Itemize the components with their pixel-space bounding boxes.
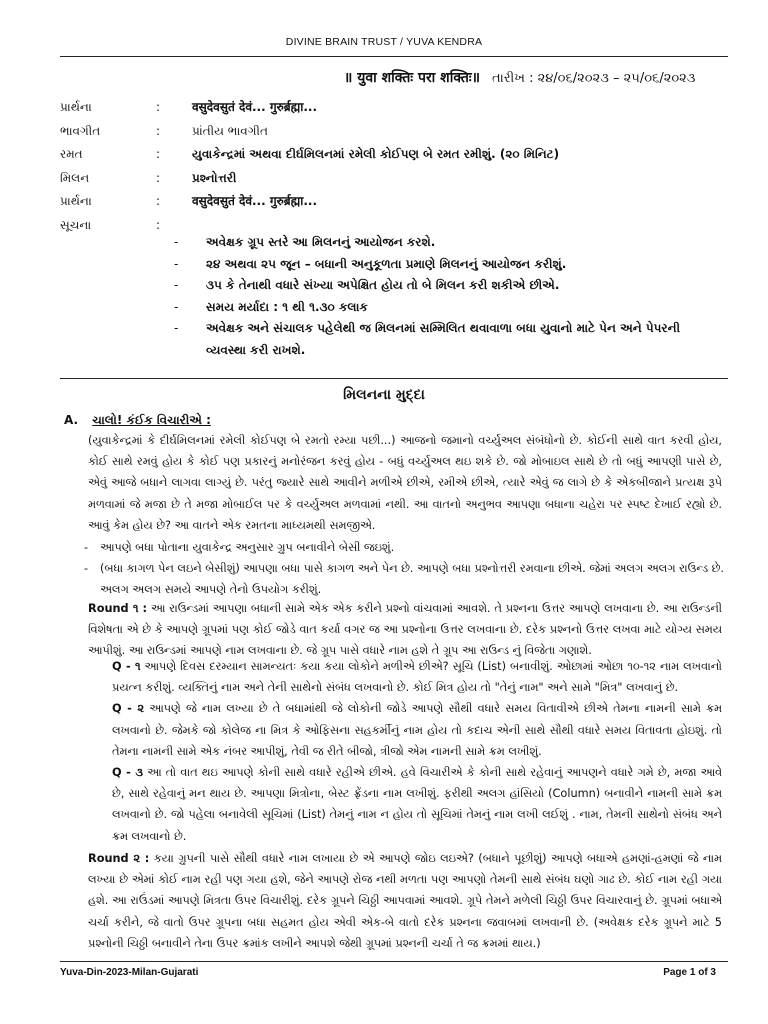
agenda-colon: : (156, 123, 161, 138)
agenda-label: મિલન (60, 170, 90, 185)
agenda-row (60, 120, 728, 144)
instruction-item: - ૩૫ કે તેનાથી વધારે સંખ્યા અપેક્ષિત હોય તો બે મિલન કરી શકીએ છીએ. (172, 275, 712, 297)
agenda-colon: : (156, 100, 161, 114)
agenda-row (60, 96, 728, 120)
agenda-colon: : (156, 194, 161, 209)
instruction-item: - અવેક્ષક અને સંચાલક પહેલેથી જ મિલનમાં સમ્મિલિત થવાવાળા બધા યુવાનો માટે પેન અને પેપરની વ્યવસ્થા કરી રાખશે. (172, 318, 712, 361)
instruction-item: - અવેક્ષક ગ્રૂપ સ્તરે આ મિલનનું આયોજન કરશે. (172, 232, 712, 254)
bullet-dash: - (174, 321, 179, 335)
agenda-colon: : (156, 217, 161, 232)
agenda-label: રમત (60, 147, 83, 162)
round1-text: આ રાઉન્ડમાં આપણા બધાની સામે એક એક કરીને પ્રશ્નો વાંચવામાં આવશે. તે પ્રશ્નના ઉત્તર આપણે લખવાના છે. આ રાઉન્ડની વિશેષતા એ છે કે આપણે ગ્રૂપમાં પણ કોઈ જોડે વાત કર્યા વગર જ આ પ્રશ્નોના ઉત્તર લખવાના છે. દરેક પ્રશ્નનો ઉત્તર લખવા માટે યોગ્ય સમય આપીશું. આ રાઉન્ડમાં આપણે નામ લખવાના છે. જે ગ્રૂપ પાસે વધારે નામ હશે તે ગ્રૂપ આ રાઉન્ડ નું વિજેતા ગણાશે. (88, 602, 722, 658)
date-range: તારીખ : ૨૪/૦૬/૨૦૨૩ – ૨૫/૦૬/૨૦૨૩ (492, 71, 696, 86)
organization-header: DIVINE BRAIN TRUST / YUVA KENDRA (285, 36, 483, 48)
subsection-title: ચાલો! કંઈક વિચારીએ : (92, 413, 211, 427)
activity-list (84, 537, 724, 601)
agenda-value: वसुदेवसुतं देवं... गुरुर्ब्रह्मा... (192, 194, 318, 209)
instruction-item: - સમય મર્યાદા : ૧ થી ૧.૩૦ કલાક (172, 297, 712, 319)
question-item: Q - ૧ આપણે દિવસ દરમ્યાન સામન્યતઃ કયા કયા લોકોને મળીએ છીએ? સૂચિ (List) બનાવીશું. ઓછામાં ઓછા ૧૦-૧૨ નામ લખવાનો પ્રયત્ન કરીશું. વ્યક્તિનું નામ અને તેની સાથેનો સંબંધ લખવાનો છે. કોઈ મિત્ર હોય તો "તેનું નામ" અને સામે "મિત્ર" લખવાનું છે. (112, 660, 722, 695)
bullet-dash: - (174, 235, 179, 249)
agenda-row (60, 143, 728, 167)
agenda-row (60, 167, 728, 191)
agenda-colon: : (156, 147, 161, 162)
agenda-label: પ્રાર્થના (60, 100, 92, 114)
page-title-line (344, 68, 695, 87)
document-id: Yuva-Din-2023-Milan-Gujarati (60, 967, 199, 978)
question-label: Q - ૩ (112, 766, 143, 780)
agenda-value: પ્રાંતીય ભાવગીત (192, 123, 268, 138)
bullet-dash: - (174, 299, 179, 314)
question-item: Q - ૨ આપણે જે નામ લખ્યા છે તે બધામાંથી જે લોકોની જોડે આપણે સૌથી વધારે સમય વિતાવીએ છીએ તેમના નામની સામે ક્રમ લખવાનો છે. જેમકે જો કોલેજ ના મિત્ર કે ઓફિસના સહકર્મીનું નામ હોય તો કદાચ એની સાથે સૌથી વધારે સમય વિતાવતા હોઇશું. તો તેમના નામની સામે એક નંબર આપીશું, તેવી જ રીતે બીજો, ત્રીજો એમ નામની સામે ક્રમ લખીશું. (112, 702, 722, 758)
round2-label: Round ૨ : (88, 852, 150, 865)
agenda-value: वसुदेवसुतं देवं... गुरुर्ब्रह्मा... (192, 100, 318, 114)
section-divider (60, 378, 728, 379)
instruction-item: - ૨૪ અથવા ૨૫ જૂન – બધાની અનુકૂળતા પ્રમાણે મિલનનું આયોજન કરીશું. (172, 254, 712, 276)
round2-paragraph (88, 848, 722, 954)
bullet-dash: - (174, 256, 179, 271)
questions-block (112, 656, 722, 847)
agenda-row (60, 190, 728, 214)
page-title: ॥ युवा शक्तिः परा शक्तिः॥ (344, 70, 481, 86)
agenda-table (60, 96, 728, 238)
subsection-letter: A. (64, 413, 79, 427)
agenda-colon: : (156, 170, 161, 185)
agenda-value: પ્રશ્નોત્તરી (192, 170, 237, 185)
agenda-label: સૂચના (60, 217, 92, 232)
subsection-heading (64, 413, 211, 428)
question-label: Q - ૧ (112, 660, 141, 673)
page-number: Page 1 of 3 (663, 967, 716, 978)
intro-paragraph: (યુવાકેન્દ્રમાં કે દીર્ઘમિલનમાં રમેલી કોઈપણ બે રમતો રમ્યા પછી...) આજનો જમાનો વર્ચ્યુઅલ સંબંધોનો છે. કોઈની સાથે વાત કરવી હોય, કોઈ સાથે રમવું હોય કે કોઈ પણ પ્રકારનું મનોરંજન કરવું હોય - બધું વર્ચ્યુઅલ થઇ શકે છે. જો મોબાઇલ સાથે છે તો બધું આપણી પાસે છે, એવું આજે બધાને લાગવા લાગ્યું છે. પરંતુ જ્યારે સાથે આવીને મળીએ છીએ, રમીએ છીએ, ત્યારે એવું જ લાગે છે કે એકબીજાને પ્રત્યક્ષ રૂપે મળવામાં જે મજા છે તે મજા મોબાઈલ પર કે વર્ચ્યુઅલ મળવામાં નથી. આ વાતનો અનુભવ આપણા બધાના ચહેરા પર સ્પષ્ટ દેખાઈ રહ્યો છે. આવું કેમ હોય છે? આ વાતને એક રમતના માધ્યમથી સમજીએ. (88, 434, 722, 532)
footer-divider (60, 961, 728, 962)
instruction-list (172, 232, 712, 361)
bullet-dash: - (84, 562, 89, 576)
round2-text: કયા ગ્રુપની પાસે સૌથી વધારે નામ લખાયા છે એ આપણે જોઇ લઇએ? (બધાને પૂછીશું) આપણે બધાએ હમણાં-હમણાં જે નામ લખ્યા છે એમાં કોઈ નામ રહી પણ ગયા હશે, જેને આપણે રોજ નથી મળતા પણ આપણો તેમની સાથે સંબંધ ઘણો ગાઢ છે. કોઈ નામ રહી ગયા હશે. આ રાઉંડમાં આપણે મિત્રતા ઉપર વિચારીશું. દરેક ગ્રૂપને ચિઠ્ઠી આપવામાં આવશે. ગ્રૂપે તેમને મળેલી ચિઠ્ઠી ઉપર વિચારવાનું છે. ગ્રૂપમાં બધાએ ચર્ચા કરીને, જે વાતો ઉપર ગ્રૂપના બધા સહમત હોય એવી એક-બે વાતો દરેક પ્રશ્નના જવાબમાં લખવાની છે. (અવેક્ષક દરેક ગ્રૂપને માટે 5 પ્રશ્નોની ચિઠ્ઠી બનાવીને તેના ઉપર ક્રમાંક લખીને આપશે જેથી ગ્રૂપમાં પ્રશ્નની ચર્ચા તે જ ક્રમમાં થાય.) (88, 852, 722, 950)
section-title: મિલનના મુદ્દા (343, 387, 425, 403)
list-item: - (બધા કાગળ પેન લઇને બેસીશું) આપણા બધા પાસે કાગળ અને પેન છે. આપણે બધા પ્રશ્નોત્તરી રમવાના છીએ. જેમાં અલગ અલગ રાઉન્ડ છે. અલગ અલગ સમયે આપણે તેનો ઉપયોગ કરીશું. (84, 558, 724, 600)
question-label: Q - ૨ (112, 702, 145, 716)
bullet-dash: - (84, 541, 89, 554)
agenda-label: ભાવગીત (60, 123, 101, 138)
question-item: Q - ૩ આ તો વાત થઇ આપણે કોની સાથે વધારે રહીએ છીએ. હવે વિચારીએ કે કોની સાથે રહેવાનું આપણને વધારે ગમે છે, મજા આવે છે, સાથે રહેવાનું મન થાય છે. આપણા મિત્રોના, બેસ્ટ ફ્રેંડના નામ લખીશું. ફરીથી અલગ હાંસિયો (Column) બનાવીને નામની સામે ક્રમ લખવાનો છે. જો પહેલા બનાવેલી સૂચિમાં (List) તેમનું નામ ન હોય તો સૂચિમાં તેમનું નામ લખી લઈશું . નામ, તેમની સાથેનો સંબંધ અને ક્રમ લખવાનો છે. (112, 766, 722, 843)
list-item: - આપણે બધા પોતાના યુવાકેન્દ્ર અનુસાર ગ્રુપ બનાવીને બેસી જઇશું. (84, 537, 724, 558)
agenda-label: પ્રાર્થના (60, 194, 92, 209)
round1-label: Round ૧ : (88, 602, 148, 615)
bullet-dash: - (174, 278, 179, 292)
agenda-value: યુવાકેન્દ્રમાં અથવા દીર્ઘમિલનમાં રમેલી કોઈપણ બે રમત રમીશું. (૨૦ મિનિટ) (192, 147, 560, 162)
round1-paragraph (88, 598, 722, 662)
header-divider (60, 56, 728, 57)
